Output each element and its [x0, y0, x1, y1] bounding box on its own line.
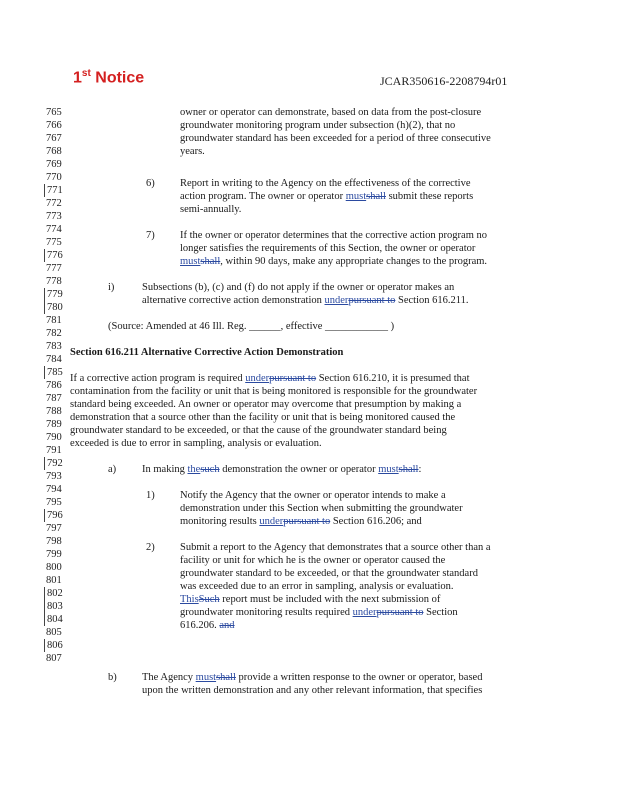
text-line: monitoring results underpursuant to Section 616.206; and — [180, 516, 422, 527]
line-number: 766 — [46, 120, 62, 131]
line-number: 775 — [46, 237, 62, 248]
text-line: Subsections (b), (c) and (f) do not apply if the owner or operator makes an — [142, 282, 455, 293]
line-number: 776 — [44, 249, 67, 262]
text-line: upon the written demonstration and any other relevant information, that specifies — [142, 685, 483, 696]
line-number: 781 — [46, 315, 62, 326]
item-label: 6) — [146, 178, 155, 189]
notice-title — [73, 68, 144, 87]
deletion: such — [200, 464, 220, 475]
notice-number: 1 — [73, 69, 82, 87]
text-line: action program. The owner or operator mustshall submit these reports — [180, 191, 474, 202]
text-line: demonstration under this Section when submitting the groundwater — [180, 503, 463, 514]
deletion: shall — [398, 464, 419, 475]
item-label: 1) — [146, 490, 155, 501]
text-line: ThisSuch report must be included with the next submission of — [180, 594, 441, 605]
text-line: owner or operator can demonstrate, based on data from the post-closure — [180, 107, 482, 118]
insertion: under — [245, 373, 270, 384]
line-number: 769 — [46, 159, 62, 170]
line-number: 795 — [46, 497, 62, 508]
line-number: 802 — [44, 587, 67, 600]
text-line: groundwater monitoring results required underpursuant to Section — [180, 607, 458, 618]
line-number: 770 — [46, 172, 62, 183]
item-label: a) — [108, 464, 117, 475]
document-id: JCAR350616-2208794r01 — [380, 74, 508, 88]
line-number: 804 — [44, 613, 67, 626]
line-number: 798 — [46, 536, 62, 547]
text-line: groundwater standard to be exceeded, or that the groundwater standard — [180, 568, 478, 579]
line-number: 793 — [46, 471, 62, 482]
deletion: shall — [200, 256, 221, 267]
line-number: 768 — [46, 146, 62, 157]
insertion: This — [180, 594, 199, 605]
line-number: 772 — [46, 198, 62, 209]
line-number: 771 — [44, 184, 67, 197]
text-line: groundwater standard to be exceeded, or that the cause of the groundwater standard being — [70, 425, 447, 436]
line-number: 789 — [46, 419, 62, 430]
line-number: 782 — [46, 328, 62, 339]
line-number: 778 — [46, 276, 62, 287]
line-number: 785 — [44, 366, 67, 379]
insertion: under — [259, 516, 284, 527]
text-line: groundwater monitoring program under subsection (h)(2), that no — [180, 120, 456, 131]
line-number: 796 — [44, 509, 67, 522]
text-line: Submit a report to the Agency that demonstrates that a source other than a — [180, 542, 491, 553]
deletion: Such — [198, 594, 220, 605]
source-note: (Source: Amended at 46 Ill. Reg. ______, effective ____________ ) — [108, 321, 395, 332]
insertion: must — [180, 256, 201, 267]
item-label: b) — [108, 672, 117, 683]
line-number: 787 — [46, 393, 62, 404]
text-line: groundwater standard has been exceeded for a period of three consecutive — [180, 133, 491, 144]
deletion: pursuant to — [376, 607, 424, 618]
insertion: under — [352, 607, 377, 618]
text-line: facility or unit for which he is the owner or operator caused the — [180, 555, 446, 566]
notice-word: Notice — [90, 69, 145, 87]
line-number: 784 — [46, 354, 62, 365]
text-line: demonstration that a source other than the facility or unit that is being monitored caused the — [70, 412, 456, 423]
line-number: 803 — [44, 600, 67, 613]
deletion: pursuant to — [348, 295, 396, 306]
item-label: 2) — [146, 542, 155, 553]
deletion: and — [219, 620, 235, 631]
line-number: 791 — [46, 445, 62, 456]
line-number: 767 — [46, 133, 62, 144]
text-line: Notify the Agency that the owner or operator intends to make a — [180, 490, 446, 501]
line-number: 799 — [46, 549, 62, 560]
text-line: mustshall, within 90 days, make any appropriate changes to the program. — [180, 256, 488, 267]
text-line: In making thesuch demonstration the owner or operator mustshall: — [142, 464, 422, 475]
deletion: pursuant to — [269, 373, 317, 384]
item-label: 7) — [146, 230, 155, 241]
insertion: must — [195, 672, 217, 683]
line-number: 806 — [44, 639, 67, 652]
line-number: 807 — [46, 653, 62, 664]
line-number: 788 — [46, 406, 62, 417]
item-label: i) — [108, 282, 115, 293]
line-number: 774 — [46, 224, 62, 235]
line-number: 805 — [46, 627, 62, 638]
text-line: standard being exceeded. An owner or operator may overcome that presumption by making a — [70, 399, 462, 410]
text-line: Report in writing to the Agency on the effectiveness of the corrective — [180, 178, 471, 189]
line-number: 801 — [46, 575, 62, 586]
line-number: 797 — [46, 523, 62, 534]
line-number: 765 — [46, 107, 62, 118]
text-line: The Agency mustshall provide a written response to the owner or operator, based — [142, 672, 483, 683]
insertion: must — [378, 464, 399, 475]
deletion: shall — [216, 672, 236, 683]
line-number: 783 — [46, 341, 62, 352]
text-line: If a corrective action program is required underpursuant to Section 616.210, it is presumed that — [70, 373, 470, 384]
section-heading: Section 616.211 Alternative Corrective Action Demonstration — [70, 347, 344, 358]
notice-superscript: st — [81, 68, 91, 79]
text-line: contamination from the facility or unit that is being monitored is responsible for the groundwater — [70, 386, 478, 397]
text-line: 616.206. and — [180, 620, 235, 631]
line-number: 780 — [44, 301, 67, 314]
line-number: 777 — [46, 263, 62, 274]
line-number: 794 — [46, 484, 62, 495]
text-line: alternative corrective action demonstration underpursuant to Section 616.211. — [142, 295, 469, 306]
insertion: must — [345, 191, 367, 202]
deletion: pursuant to — [283, 516, 331, 527]
text-line: longer satisfies the requirements of this Section, the owner or operator — [180, 243, 476, 254]
text-line: was exceeded due to an error in sampling, analysis or evaluation. — [180, 581, 454, 592]
text-line: exceeded is due to error in sampling, analysis or evaluation. — [70, 438, 322, 449]
line-number: 773 — [46, 211, 62, 222]
text-line: If the owner or operator determines that the corrective action program no — [180, 230, 487, 241]
line-number: 790 — [46, 432, 62, 443]
insertion: under — [324, 295, 349, 306]
line-number: 792 — [44, 457, 67, 470]
deletion: shall — [366, 191, 386, 202]
insertion: the — [187, 464, 201, 475]
line-number: 800 — [46, 562, 62, 573]
text-line: years. — [180, 146, 205, 157]
line-number: 786 — [46, 380, 62, 391]
line-number: 779 — [44, 288, 67, 301]
text-line: semi-annually. — [180, 204, 242, 215]
